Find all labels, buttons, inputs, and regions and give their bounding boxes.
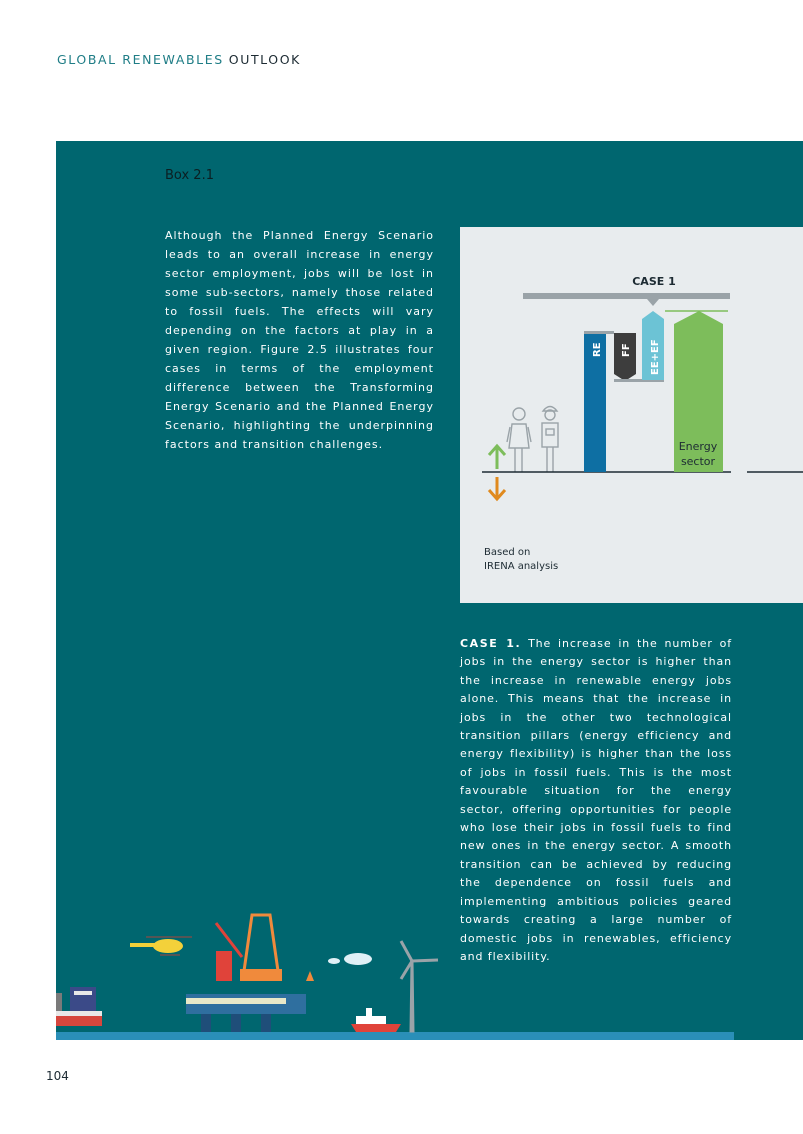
water-icon [56, 1032, 734, 1040]
wind-turbine-icon [401, 941, 438, 1032]
case1-diagram [460, 227, 803, 603]
figure-card [460, 227, 803, 603]
case-bracket [523, 293, 730, 299]
energy-sector-label-line2: sector [680, 455, 716, 468]
case-title: CASE 1 [632, 275, 676, 288]
page-number: 104 [46, 1069, 69, 1083]
case1-label: CASE 1. [460, 637, 522, 650]
re-bar-label: RE [592, 342, 603, 357]
energy-sector-label-line1: Energy [678, 440, 718, 453]
ee-ef-bar-label: EE+EF [650, 339, 661, 375]
cargo-ship-icon [56, 987, 102, 1026]
ff-bar-label: FF [621, 343, 632, 357]
source-note-line2: IRENA analysis [484, 561, 559, 572]
small-boat-icon [351, 1008, 401, 1032]
oil-rig-icon [186, 915, 314, 1032]
re-ff-connector [584, 331, 614, 334]
header-title-part1: GLOBAL RENEWABLES [57, 52, 224, 67]
box-panel [56, 141, 803, 1040]
decrease-arrow-icon [489, 477, 505, 499]
offshore-energy-illustration [56, 901, 803, 1040]
woman-worker-icon [507, 408, 531, 472]
header-title-part2: OUTLOOK [228, 52, 301, 67]
box-title: Box 2.1 [165, 168, 214, 183]
cloud-icon [56, 947, 372, 965]
bracket-pointer [647, 299, 659, 306]
case1-body: The increase in the number of jobs in the energy sector is higher than the increase in renewable energy jobs alone. This means that the increase in jobs in the other two technological transition pillars (energy efficiency and energy flexibility) is higher than the loss of jobs in fossil fuels. This is the most favourable situation for the energy sector, offering opportunities for people who lose their jobs in fossil fuels to find new ones in the energy sector. A smooth transition can be achieved by reducing the dependence on fossil fuels and implementing ambitious policies geared towards creating a large number of domestic jobs in renewables, efficiency and flexibility. [460, 637, 732, 963]
source-note-line1: Based on [484, 547, 531, 558]
male-worker-icon [542, 407, 558, 473]
running-header [57, 52, 301, 67]
box-intro-paragraph: Although the Planned Energy Scenario leads to an overall increase in energy sector employment, jobs will be lost in some sub-sectors, namely those related to fossil fuels. The effects will vary depending on the factors at play in a given region. Figure 2.5 illustrates four cases in terms of the employment difference between the Transforming Energy Scenario and the Planned Energy Scenario, highlighting the underpinning factors and transition challenges. [165, 229, 434, 451]
helicopter-icon [130, 937, 192, 955]
increase-arrow-icon [489, 446, 505, 469]
